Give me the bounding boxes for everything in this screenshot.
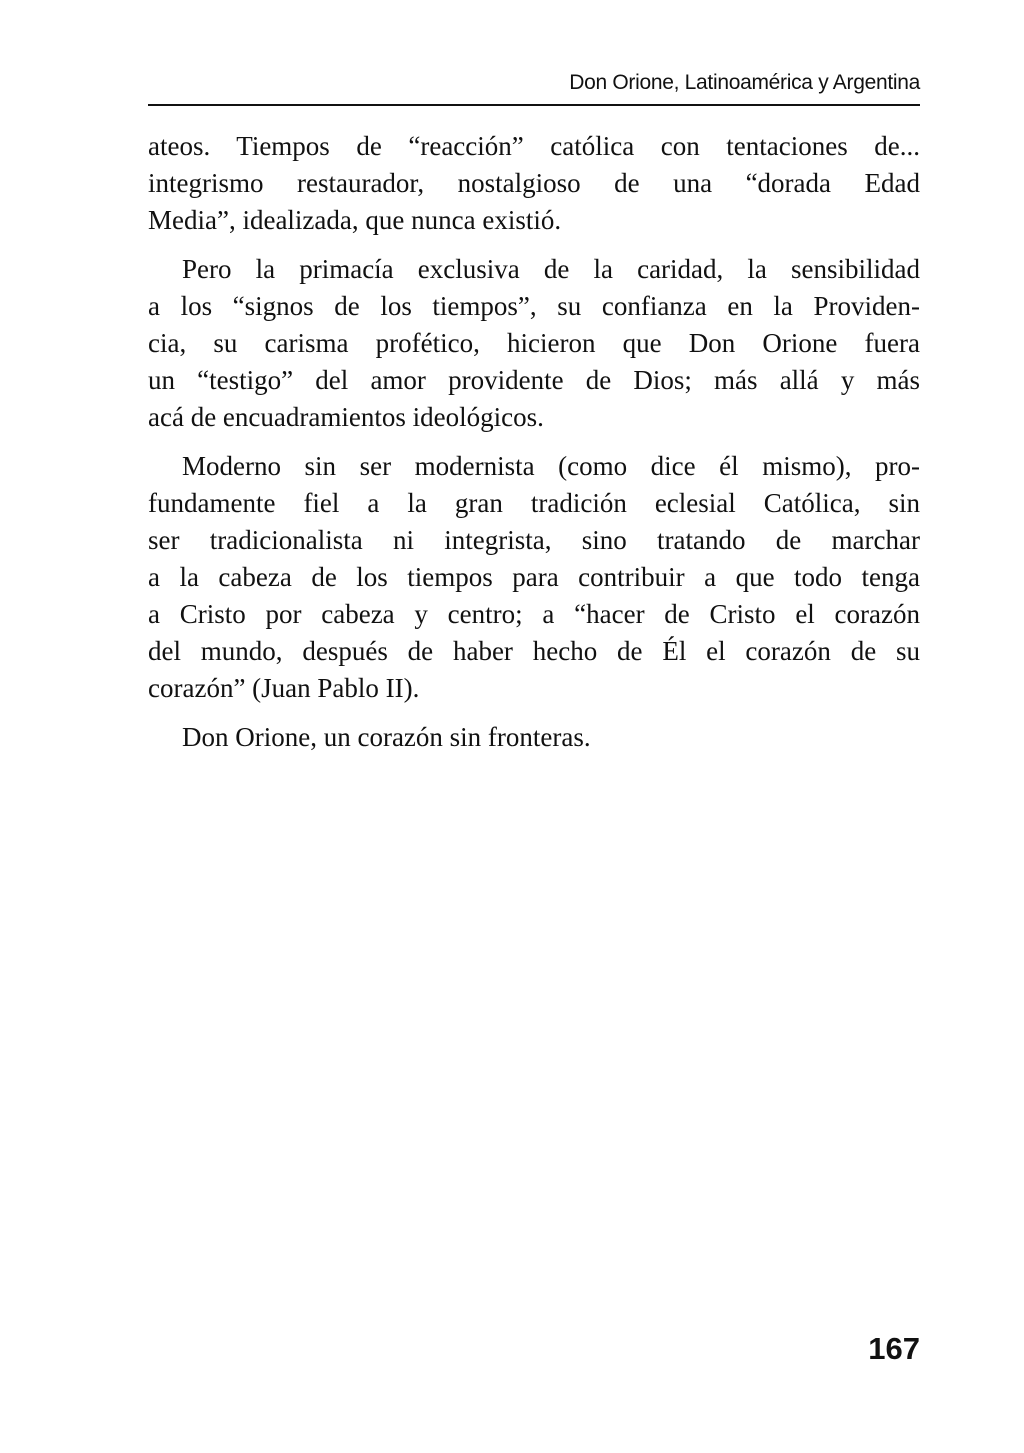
paragraph	[148, 448, 920, 707]
text-line: Pero la primacía exclusiva de la caridad, la sensibilidad	[182, 254, 920, 284]
text-line: ser tradicionalista ni integrista, sino tratando de marchar	[148, 525, 920, 555]
running-header	[148, 71, 920, 95]
running-header-text: Don Orione, Latinoamérica y Argentina	[569, 71, 920, 94]
paragraph	[148, 719, 920, 756]
text-line: un “testigo” del amor providente de Dios; más allá y más	[148, 365, 920, 395]
text-line: fundamente fiel a la gran tradición eclesial Católica, sin	[148, 488, 920, 518]
text-line: a la cabeza de los tiempos para contribuir a que todo tenga	[148, 562, 920, 592]
text-line: a Cristo por cabeza y centro; a “hacer de Cristo el corazón	[148, 599, 920, 629]
text-line: integrismo restaurador, nostalgioso de una “dorada Edad	[148, 168, 920, 198]
paragraph	[148, 128, 920, 239]
paragraph	[148, 251, 920, 436]
text-line: a los “signos de los tiempos”, su confianza en la Providen-	[148, 291, 920, 321]
text-line: ateos. Tiempos de “reacción” católica con tentaciones de...	[148, 131, 920, 161]
text-line: acá de encuadramientos ideológicos.	[148, 402, 544, 432]
text-line: corazón” (Juan Pablo II).	[148, 673, 420, 703]
body-text	[148, 128, 920, 768]
text-line: del mundo, después de haber hecho de Él el corazón de su	[148, 636, 920, 666]
header-rule	[148, 104, 920, 106]
text-line: Moderno sin ser modernista (como dice él mismo), pro-	[182, 451, 920, 481]
page-number: 167	[868, 1331, 920, 1366]
text-line: cia, su carisma profético, hicieron que Don Orione fuera	[148, 328, 920, 358]
text-line: Media”, idealizada, que nunca existió.	[148, 205, 562, 235]
text-line: Don Orione, un corazón sin fronteras.	[182, 722, 591, 752]
